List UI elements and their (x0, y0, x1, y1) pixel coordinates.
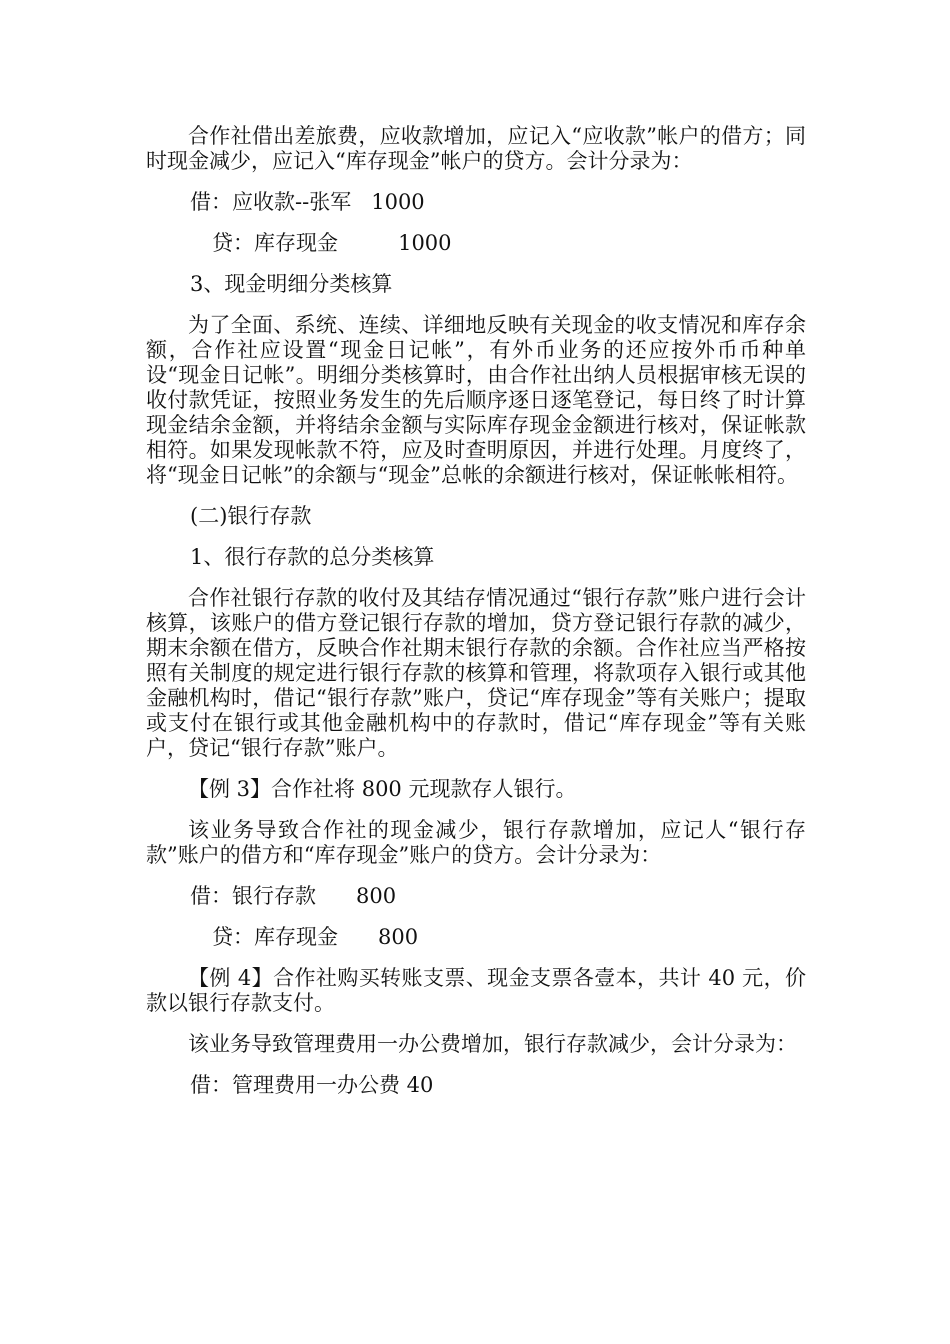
journal-entry-debit-4: 借：管理费用一办公费 40 (190, 1073, 434, 1097)
paragraph-4: 该业务导致合作社的现金减少，银行存款增加，应记人“银行存款”账户的借方和“库存现金”账户的贷方。会计分录为： (146, 818, 806, 867)
journal-entry-debit-3: 借：银行存款 800 (190, 884, 397, 908)
paragraph-5: 该业务导致管理费用一办公费增加，银行存款减少，会计分录为： (188, 1032, 797, 1056)
section-heading-cash-detail: 3、现金明细分类核算 (190, 272, 393, 296)
paragraph-3: 合作社银行存款的收付及其结存情况通过“银行存款”账户进行会计核算，该账户的借方登记银行存款的增加，贷方登记银行存款的减少，期末余额在借方，反映合作社期末银行存款的余额。合作社应当严格按照有关制度的规定进行银行存款的核算和管理，将款项存入银行或其他金融机构时，借记“银行存款”账户，贷记“库存现金”等有关账户；提取或支付在银行或其他金融机构中的存款时，借记“库存现金”等有关账户，贷记“银行存款”账户。 (146, 586, 806, 760)
paragraph-1: 合作社借出差旅费，应收款增加，应记入“应收款”帐户的借方；同时现金减少，应记入“库存现金”帐户的贷方。会计分录为： (146, 124, 806, 173)
example-3: 【例 3】合作社将 800 元现款存人银行。 (188, 777, 577, 801)
paragraph-2: 为了全面、系统、连续、详细地反映有关现金的收支情况和库存余额，合作社应设置“现金日记帐”，有外币业务的还应按外币币种单设“现金日记帐”。明细分类核算时，由合作社出纳人员根据审核无误的收付款凭证，按照业务发生的先后顺序逐日逐笔登记，每日终了时计算现金结余金额，并将结余金额与实际库存现金金额进行核对，保证帐款相符。如果发现帐款不符，应及时查明原因，并进行处理。月度终了，将“现金日记帐”的余额与“现金”总帐的余额进行核对，保证帐帐相符。 (146, 313, 806, 487)
example-4: 【例 4】合作社购买转账支票、现金支票各壹本，共计 40 元，价款以银行存款支付。 (146, 966, 806, 1015)
subsection-heading-bank-general: 1、很行存款的总分类核算 (190, 545, 435, 569)
document-page (146, 124, 806, 1114)
section-heading-bank-deposit: (二)银行存款 (190, 504, 312, 528)
journal-entry-credit-1: 贷：库存现金 1000 (212, 231, 452, 255)
journal-entry-credit-3: 贷：库存现金 800 (212, 925, 419, 949)
journal-entry-debit-1: 借：应收款--张军 1000 (190, 190, 425, 214)
